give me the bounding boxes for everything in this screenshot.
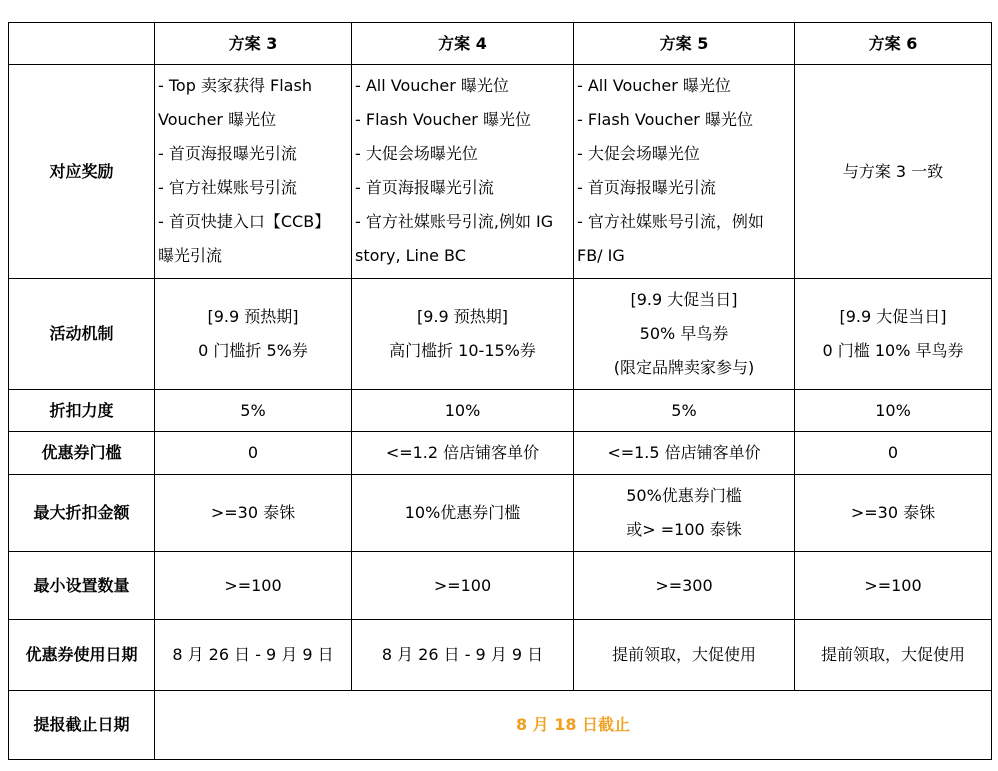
cell-reward-plan-4 [352,65,574,279]
reward-plan-5-line: - 官方社媒账号引流，例如 [577,212,764,231]
mechanism-plan-3-line: 0 门槛折 5%券 [198,341,308,360]
cell-min-qty-plan-3: >=100 [155,552,352,620]
cell-usage-date-plan-5: 提前领取，大促使用 [574,620,795,691]
cell-min-qty-plan-5: >=300 [574,552,795,620]
header-plan-4: 方案 4 [352,23,574,65]
cell-threshold-plan-4: <=1.2 倍店铺客单价 [352,432,574,475]
mechanism-plan-4-line: [9.9 预热期] [416,307,509,326]
row-label-usage-date: 优惠券使用日期 [9,620,155,691]
max-amount-plan-5-line: 50%优惠券门槛 [626,486,742,505]
deadline-value: 8 月 18 日截止 [155,691,992,760]
cell-max-amount-plan-5 [574,475,795,552]
row-reward [9,65,992,279]
cell-threshold-plan-3: 0 [155,432,352,475]
cell-mechanism-plan-3 [155,279,352,390]
mechanism-plan-5-line: [9.9 大促当日] [630,290,738,309]
reward-plan-6-line: 与方案 3 一致 [842,161,944,181]
row-usage-date [9,620,992,691]
reward-plan-4-line: - 官方社媒账号引流,例如 IG [355,212,554,231]
reward-plan-3-line: - Top 卖家获得 Flash [158,76,312,95]
cell-reward-plan-6 [795,65,992,279]
row-max-amount [9,475,992,552]
plan-comparison-table [8,22,992,760]
reward-plan-4-line: - Flash Voucher 曝光位 [355,110,531,129]
row-label-max-amount: 最大折扣金额 [9,475,155,552]
cell-reward-plan-5 [574,65,795,279]
cell-min-qty-plan-4: >=100 [352,552,574,620]
reward-plan-3-line: - 首页快捷入口【CCB】 [158,212,331,231]
header-row [9,23,992,65]
row-label-threshold: 优惠券门槛 [9,432,155,475]
row-label-deadline: 提报截止日期 [9,691,155,760]
cell-mechanism-plan-6 [795,279,992,390]
reward-plan-3-line: - 官方社媒账号引流 [158,178,297,197]
mechanism-plan-3-line: [9.9 预热期] [207,307,299,326]
cell-discount-plan-5: 5% [574,390,795,432]
reward-plan-4-line: - 大促会场曝光位 [355,144,478,163]
header-plan-3: 方案 3 [155,23,352,65]
mechanism-plan-4-line: 高门槛折 10-15%券 [389,341,536,360]
cell-usage-date-plan-3: 8 月 26 日 - 9 月 9 日 [155,620,352,691]
reward-plan-5-line: - 大促会场曝光位 [577,144,700,163]
cell-min-qty-plan-6: >=100 [795,552,992,620]
reward-plan-4-line: - 首页海报曝光引流 [355,178,494,197]
cell-discount-plan-6: 10% [795,390,992,432]
mechanism-plan-5-line: 50% 早鸟券 [639,324,729,343]
mechanism-plan-6-line: 0 门槛 10% 早鸟券 [822,341,964,360]
row-threshold [9,432,992,475]
mechanism-plan-6-line: [9.9 大促当日] [839,307,947,326]
reward-plan-3-line: Voucher 曝光位 [158,110,277,129]
cell-max-amount-plan-4: 10%优惠券门槛 [352,475,574,552]
cell-mechanism-plan-5 [574,279,795,390]
reward-plan-3-line: 曝光引流 [158,246,223,265]
reward-plan-5-line: - 首页海报曝光引流 [577,178,716,197]
row-label-discount: 折扣力度 [9,390,155,432]
cell-reward-plan-3 [155,65,352,279]
cell-mechanism-plan-4 [352,279,574,390]
cell-max-amount-plan-6: >=30 泰铢 [795,475,992,552]
reward-plan-3-line: - 首页海报曝光引流 [158,144,297,163]
reward-plan-5-line: - Flash Voucher 曝光位 [577,110,753,129]
header-plan-6: 方案 6 [795,23,992,65]
row-discount [9,390,992,432]
row-deadline [9,691,992,760]
header-corner [9,23,155,65]
reward-plan-4-line: - All Voucher 曝光位 [355,76,509,95]
row-label-min-qty: 最小设置数量 [9,552,155,620]
mechanism-plan-5-line: (限定品牌卖家参与) [613,358,755,377]
cell-discount-plan-4: 10% [352,390,574,432]
cell-usage-date-plan-6: 提前领取，大促使用 [795,620,992,691]
reward-plan-5-line: - All Voucher 曝光位 [577,76,731,95]
cell-usage-date-plan-4: 8 月 26 日 - 9 月 9 日 [352,620,574,691]
row-label-mechanism: 活动机制 [9,279,155,390]
row-mechanism [9,279,992,390]
reward-plan-4-line: story, Line BC [355,246,466,265]
cell-threshold-plan-6: 0 [795,432,992,475]
cell-threshold-plan-5: <=1.5 倍店铺客单价 [574,432,795,475]
max-amount-plan-5-line: 或> =100 泰铢 [626,520,742,539]
cell-max-amount-plan-3: >=30 泰铢 [155,475,352,552]
row-label-reward: 对应奖励 [9,65,155,279]
row-min-qty [9,552,992,620]
header-plan-5: 方案 5 [574,23,795,65]
reward-plan-5-line: FB/ IG [577,246,625,265]
cell-discount-plan-3: 5% [155,390,352,432]
